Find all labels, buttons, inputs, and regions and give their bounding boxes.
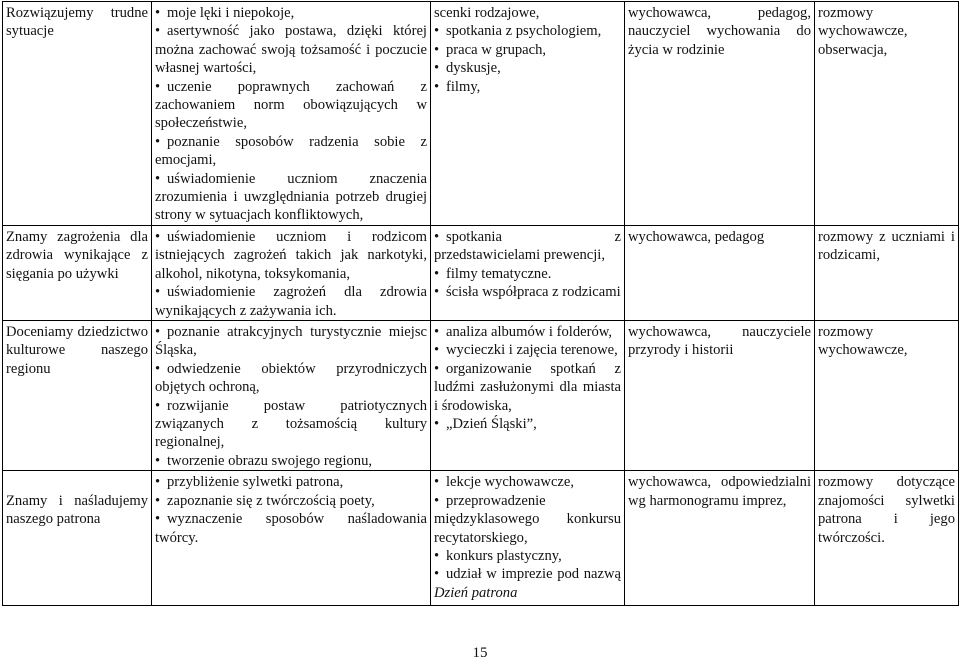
table-row bbox=[3, 226, 959, 321]
goals-cell bbox=[152, 226, 431, 321]
list-item: • uświadomienie zagrożeń dla zdrowia wynikających z zażywania ich. bbox=[155, 284, 427, 319]
list-item: • tworzenie obrazu swojego regionu, bbox=[155, 452, 373, 469]
table-row bbox=[3, 2, 959, 226]
bullet-icon: • bbox=[155, 397, 161, 414]
bullet-icon: • bbox=[434, 416, 440, 433]
goals-cell bbox=[152, 471, 431, 606]
list-item: • filmy, bbox=[434, 78, 481, 95]
bullet-icon: • bbox=[155, 23, 161, 40]
list-item: • dyskusje, bbox=[434, 60, 501, 77]
bullet-icon: • bbox=[155, 452, 161, 469]
page-number: 15 bbox=[472, 645, 488, 661]
list-item: • konkurs plastyczny, bbox=[434, 547, 562, 564]
bullet-icon: • bbox=[434, 324, 440, 341]
goals-cell bbox=[152, 321, 431, 471]
list-item: • praca w grupach, bbox=[434, 41, 547, 58]
topic-cell: Doceniamy dziedzictwo kulturowe naszego regionu bbox=[3, 321, 152, 471]
list-item: • odwiedzenie obiektów przyrodniczych objętych ochroną, bbox=[155, 360, 427, 396]
responsible-cell: wychowawca, pedagog bbox=[625, 226, 815, 321]
evaluation-cell: rozmowy z uczniami i rodzicami, bbox=[815, 226, 959, 321]
bullet-icon: • bbox=[434, 474, 440, 491]
bullet-icon: • bbox=[155, 229, 161, 245]
list-item: • poznanie sposobów radzenia sobie z emocjami, bbox=[155, 133, 427, 169]
list-item: • spotkania z psychologiem, bbox=[434, 23, 602, 40]
list-item: • udział w imprezie pod nazwą Dzień patrona bbox=[434, 566, 621, 601]
topic-cell: Rozwiązujemy trudne sytuacje bbox=[3, 2, 152, 226]
bullet-icon: • bbox=[434, 60, 440, 77]
responsible-cell: wychowawca, odpowiedzialni wg harmonogramu imprez, bbox=[625, 471, 815, 606]
methods-cell bbox=[431, 321, 625, 471]
bullet-icon: • bbox=[434, 41, 440, 58]
patron-day-label: Dzień patrona bbox=[434, 584, 518, 601]
bullet-icon: • bbox=[434, 284, 440, 301]
bullet-icon: • bbox=[434, 23, 440, 40]
table-row bbox=[3, 321, 959, 471]
evaluation-cell: rozmowy wychowawcze, obserwacja, bbox=[815, 2, 959, 226]
table-row bbox=[3, 471, 959, 606]
list-item: • uczenie poprawnych zachowań z zachowaniem norm obowiązujących w społeczeństwie, bbox=[155, 78, 427, 132]
bullet-icon: • bbox=[434, 547, 440, 564]
bullet-icon: • bbox=[434, 492, 440, 509]
methods-cell bbox=[431, 471, 625, 606]
bullet-icon: • bbox=[155, 170, 161, 187]
list-item: • moje lęki i niepokoje, bbox=[155, 5, 295, 21]
methods-cell bbox=[431, 226, 625, 321]
list-item: • analiza albumów i folderów, bbox=[434, 324, 613, 341]
bullet-icon: • bbox=[434, 566, 440, 583]
bullet-icon: • bbox=[434, 360, 440, 377]
bullet-icon: • bbox=[155, 5, 161, 21]
list-item: • „Dzień Śląski”, bbox=[434, 416, 537, 433]
list-item: • zapoznanie się z twórczością poety, bbox=[155, 492, 375, 509]
bullet-icon: • bbox=[434, 342, 440, 359]
list-item: • wyznaczenie sposobów naśladowania twórcy. bbox=[155, 511, 427, 546]
bullet-icon: • bbox=[155, 474, 161, 491]
list-item: • uświadomienie uczniom i rodzicom istniejących zagrożeń takich jak narkotyki, alkohol, nikotyna, toksykomania, bbox=[155, 229, 427, 282]
list-item: scenki rodzajowe, bbox=[434, 5, 540, 21]
responsible-cell: wychowawca, pedagog, nauczyciel wychowania do życia w rodzinie bbox=[625, 2, 815, 226]
goals-cell bbox=[152, 2, 431, 226]
list-item: • ścisła współpraca z rodzicami bbox=[434, 284, 621, 301]
list-item: • rozwijanie postaw patriotycznych związanych z tożsamością kultury regionalnej, bbox=[155, 397, 427, 451]
list-item: • przeprowadzenie międzyklasowego konkursu recytatorskiego, bbox=[434, 492, 621, 546]
bullet-icon: • bbox=[155, 360, 161, 377]
evaluation-cell: rozmowy dotyczące znajomości sylwetki patrona i jego twórczości. bbox=[815, 471, 959, 606]
responsible-cell: wychowawca, nauczyciele przyrody i historii bbox=[625, 321, 815, 471]
educational-plan-table bbox=[2, 1, 959, 606]
bullet-icon: • bbox=[434, 265, 440, 282]
topic-cell: Znamy zagrożenia dla zdrowia wynikające z sięgania po używki bbox=[3, 226, 152, 321]
list-item: • asertywność jako postawa, dzięki której można zachować swoją tożsamość i poczucie własnej wartości, bbox=[155, 23, 427, 77]
list-item: • organizowanie spotkań z ludźmi zasłużonymi dla miasta i środowiska, bbox=[434, 360, 621, 414]
bullet-icon: • bbox=[155, 284, 161, 301]
list-item: • wycieczki i zajęcia terenowe, bbox=[434, 342, 618, 359]
methods-cell bbox=[431, 2, 625, 226]
bullet-icon: • bbox=[155, 324, 161, 341]
list-item: • przybliżenie sylwetki patrona, bbox=[155, 474, 344, 491]
topic-cell: Znamy i naśladujemy naszego patrona bbox=[3, 471, 152, 606]
list-item: • spotkania z przedstawicielami prewencji, bbox=[434, 229, 621, 264]
list-item: • uświadomienie uczniom znaczenia zrozumienia i uwzględniania potrzeb drugiej strony w sytuacjach konfliktowych, bbox=[155, 170, 427, 224]
bullet-icon: • bbox=[155, 492, 161, 509]
bullet-icon: • bbox=[155, 133, 161, 150]
bullet-icon: • bbox=[155, 78, 161, 95]
list-item: • poznanie atrakcyjnych turystycznie miejsc Śląska, bbox=[155, 324, 427, 359]
bullet-icon: • bbox=[434, 229, 440, 245]
evaluation-cell: rozmowy wychowawcze, bbox=[815, 321, 959, 471]
bullet-icon: • bbox=[155, 511, 161, 528]
list-item: • filmy tematyczne. bbox=[434, 265, 552, 282]
bullet-icon: • bbox=[434, 78, 440, 95]
list-item: • lekcje wychowawcze, bbox=[434, 474, 575, 491]
